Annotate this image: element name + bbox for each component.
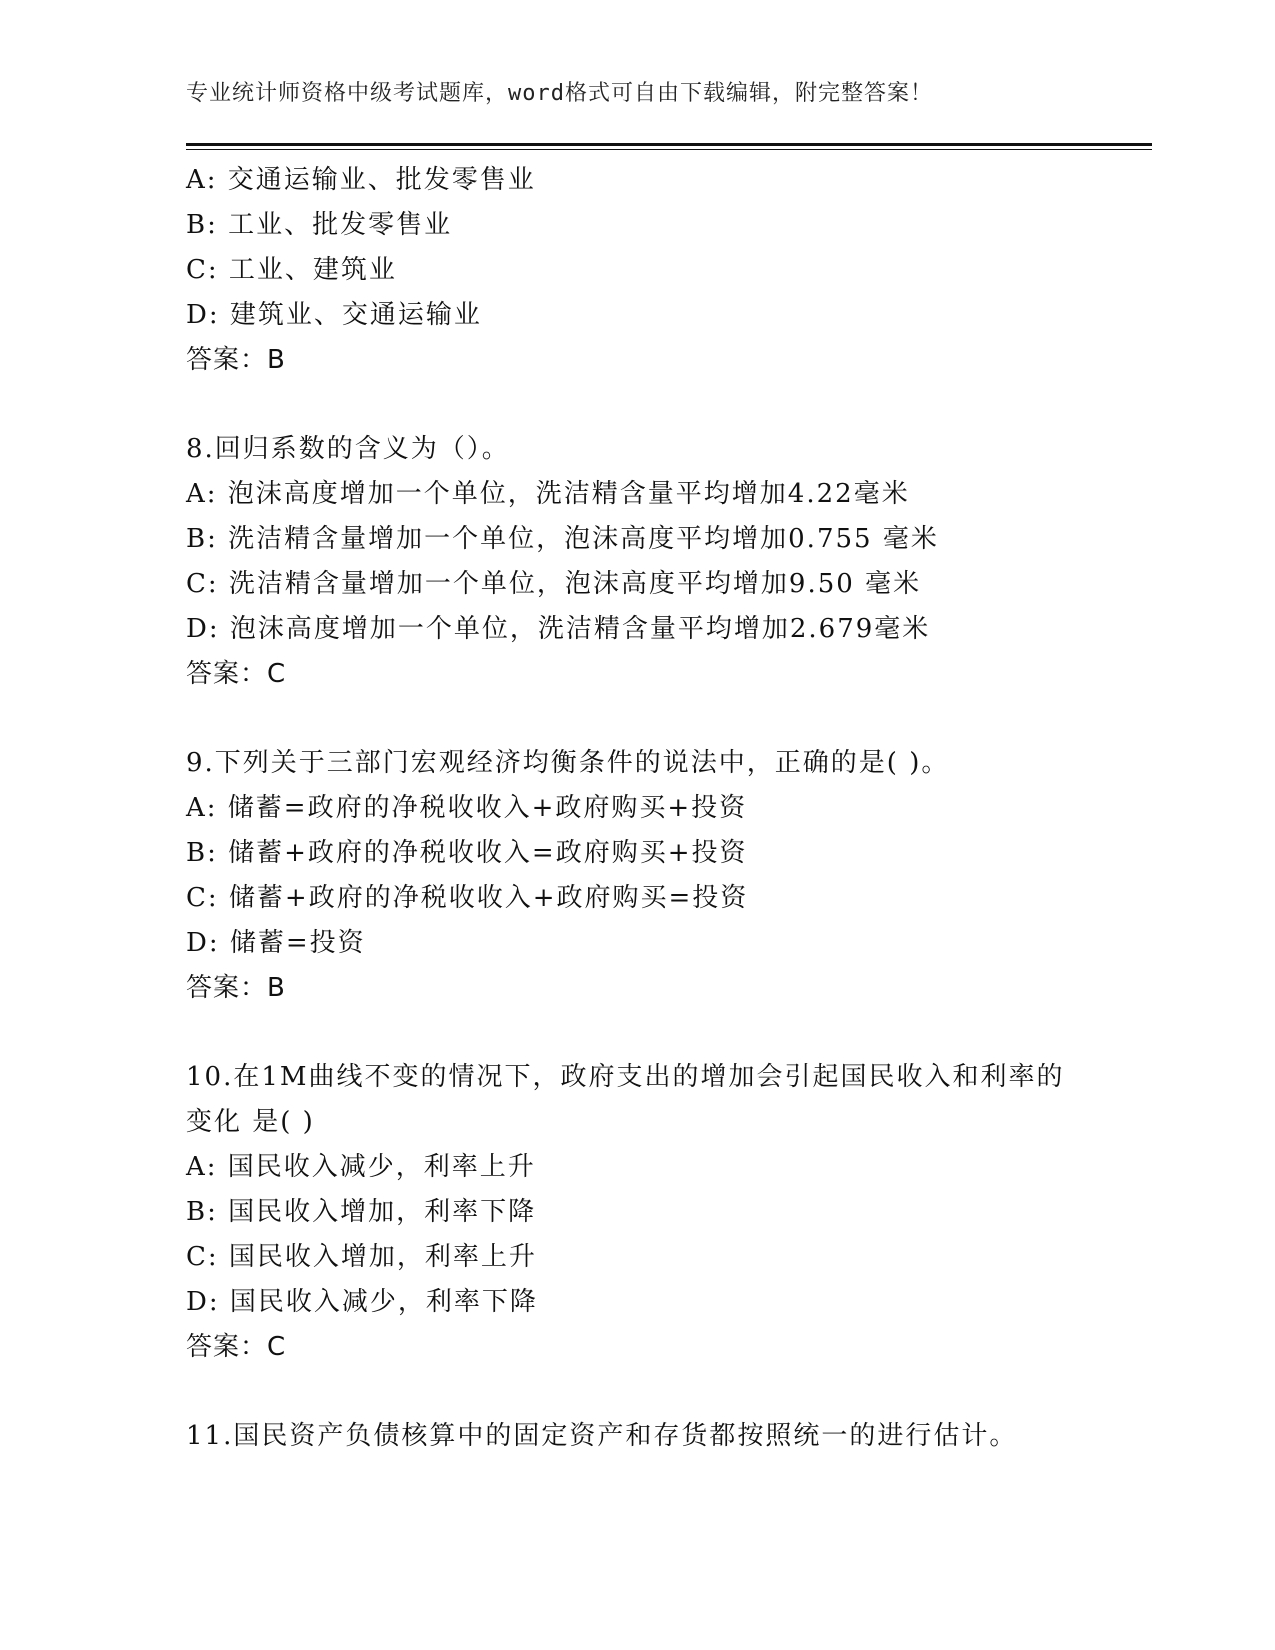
spacer: [186, 697, 1086, 741]
question-11: 11.国民资产负债核算中的固定资产和存货都按照统一的进行估计。: [186, 1421, 1018, 1451]
question-8: 8.回归系数的含义为（）。: [186, 434, 510, 464]
option-a: A: 交通运输业、批发零售业: [186, 165, 536, 195]
option-a: A: 泡沫高度增加一个单位，洗洁精含量平均增加4.22毫米: [186, 479, 910, 509]
option-a: A: 国民收入减少，利率上升: [186, 1152, 536, 1182]
option-d: D: 国民收入减少，利率下降: [186, 1287, 538, 1317]
option-b: B: 工业、批发零售业: [186, 210, 453, 240]
option-d: D: 建筑业、交通运输业: [186, 300, 482, 330]
answer-line: 答案：B: [186, 345, 286, 375]
page-header: 专业统计师资格中级考试题库，word格式可自由下载编辑，附完整答案！: [186, 81, 933, 106]
option-b: B: 国民收入增加，利率下降: [186, 1197, 537, 1227]
answer-line: 答案：C: [186, 1332, 287, 1362]
option-a: A: 储蓄=政府的净税收收入+政府购买+投资: [186, 793, 748, 823]
option-c: C: 储蓄+政府的净税收收入+政府购买=投资: [186, 883, 749, 913]
spacer: [186, 1011, 1086, 1055]
option-d: D: 泡沫高度增加一个单位，洗洁精含量平均增加2.679毫米: [186, 614, 931, 644]
question-10: 10.在1M曲线不变的情况下，政府支出的增加会引起国民收入和利率的变化 是( ): [186, 1062, 1065, 1137]
option-d: D: 储蓄=投资: [186, 928, 366, 958]
question-9: 9.下列关于三部门宏观经济均衡条件的说法中，正确的是( )。: [186, 748, 950, 778]
option-c: C: 国民收入增加，利率上升: [186, 1242, 537, 1272]
option-c: C: 工业、建筑业: [186, 255, 397, 285]
option-b: B: 储蓄+政府的净税收收入=政府购买+投资: [186, 838, 748, 868]
header-rule-thin: [186, 149, 1152, 150]
header-rule-thick: [186, 143, 1152, 146]
option-b: B: 洗洁精含量增加一个单位，泡沫高度平均增加0.755 毫米: [186, 524, 939, 554]
answer-line: 答案：B: [186, 973, 286, 1003]
option-c: C: 洗洁精含量增加一个单位，泡沫高度平均增加9.50 毫米: [186, 569, 922, 599]
spacer: [186, 1370, 1086, 1414]
answer-line: 答案：C: [186, 659, 287, 689]
spacer: [186, 383, 1086, 427]
question-content: [186, 158, 1086, 1459]
